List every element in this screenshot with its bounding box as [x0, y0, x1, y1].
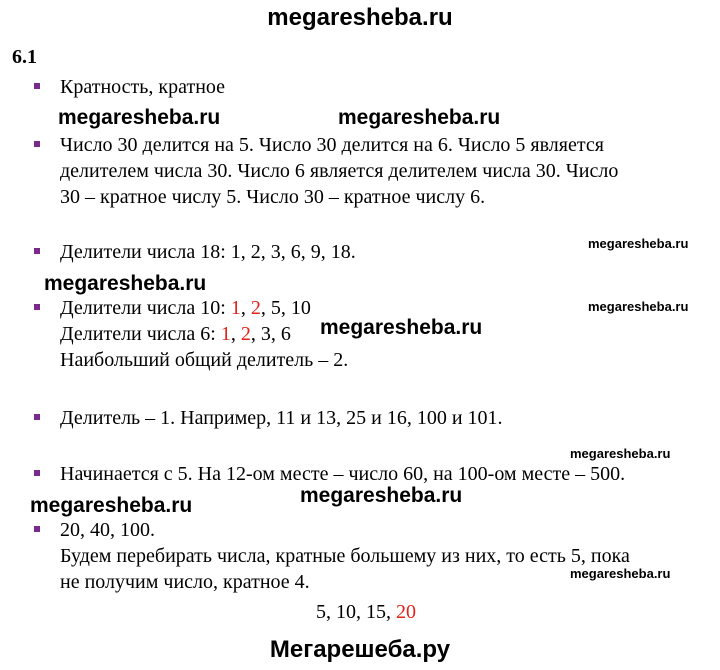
sequence-prefix: 5, 10, 15, — [316, 601, 396, 623]
watermark-text: megaresheba.ru — [30, 494, 193, 517]
highlight-number: 1 — [220, 323, 231, 345]
item-7-line-1: 20, 40, 100. — [60, 519, 155, 541]
separator: , — [240, 297, 251, 319]
highlight-number: 2 — [250, 297, 261, 319]
watermark-text: megaresheba.ru — [320, 316, 483, 339]
bullet-icon — [34, 83, 40, 89]
item-4-line-3: Наибольший общий делитель – 2. — [60, 349, 349, 371]
item-7-sequence — [316, 599, 416, 625]
item-2-line-3: 30 – кратное числу 5. Число 30 – кратное числу 6. — [60, 186, 486, 208]
watermark-text: megaresheba.ru — [58, 106, 221, 129]
bullet-icon — [34, 141, 40, 147]
watermark-text: megaresheba.ru — [338, 106, 501, 129]
highlight-number: 20 — [396, 601, 416, 623]
bullet-icon — [34, 470, 40, 476]
item-1-text: Кратность, кратное — [60, 76, 226, 98]
item-2-line-1: Число 30 делится на 5. Число 30 делится на 6. Число 5 является — [60, 134, 604, 156]
item-2-line-2: делителем числа 30. Число 6 является делителем числа 30. Число — [60, 160, 619, 182]
highlight-number: 2 — [240, 323, 251, 345]
watermark-text: megaresheba.ru — [588, 299, 689, 314]
section-number: 6.1 — [12, 46, 37, 68]
separator: , — [230, 323, 241, 345]
site-header-watermark: megaresheba.ru — [267, 4, 453, 31]
item-4-line-2-prefix: Делители числа 6: — [60, 323, 221, 345]
bullet-icon — [34, 248, 40, 254]
watermark-text: megaresheba.ru — [570, 566, 671, 581]
item-4-line-2-suffix: , 3, 6 — [250, 323, 291, 345]
item-4-line-1-prefix: Делители числа 10: — [60, 297, 231, 319]
item-3-text: Делители числа 18: 1, 2, 3, 6, 9, 18. — [60, 241, 356, 263]
item-4-line-1-suffix: , 5, 10 — [260, 297, 311, 319]
item-4-line-1 — [60, 295, 311, 321]
item-7-line-2: Будем перебирать числа, кратные большему из них, то есть 5, пока — [60, 545, 630, 567]
item-7-line-3: не получим число, кратное 4. — [60, 571, 310, 593]
watermark-text: megaresheba.ru — [44, 272, 207, 295]
item-4-line-2 — [60, 321, 291, 347]
watermark-text: megaresheba.ru — [570, 446, 671, 461]
watermark-text: megaresheba.ru — [588, 236, 689, 251]
item-6-text: Начинается с 5. На 12-ом месте – число 60, на 100-ом месте – 500. — [60, 463, 626, 485]
site-footer-watermark: Мегарешеба.ру — [269, 636, 451, 663]
highlight-number: 1 — [230, 297, 241, 319]
item-5-text: Делитель – 1. Например, 11 и 13, 25 и 16, 100 и 101. — [60, 407, 503, 429]
bullet-icon — [34, 526, 40, 532]
watermark-text: megaresheba.ru — [300, 484, 463, 507]
bullet-icon — [34, 304, 40, 310]
bullet-icon — [34, 414, 40, 420]
